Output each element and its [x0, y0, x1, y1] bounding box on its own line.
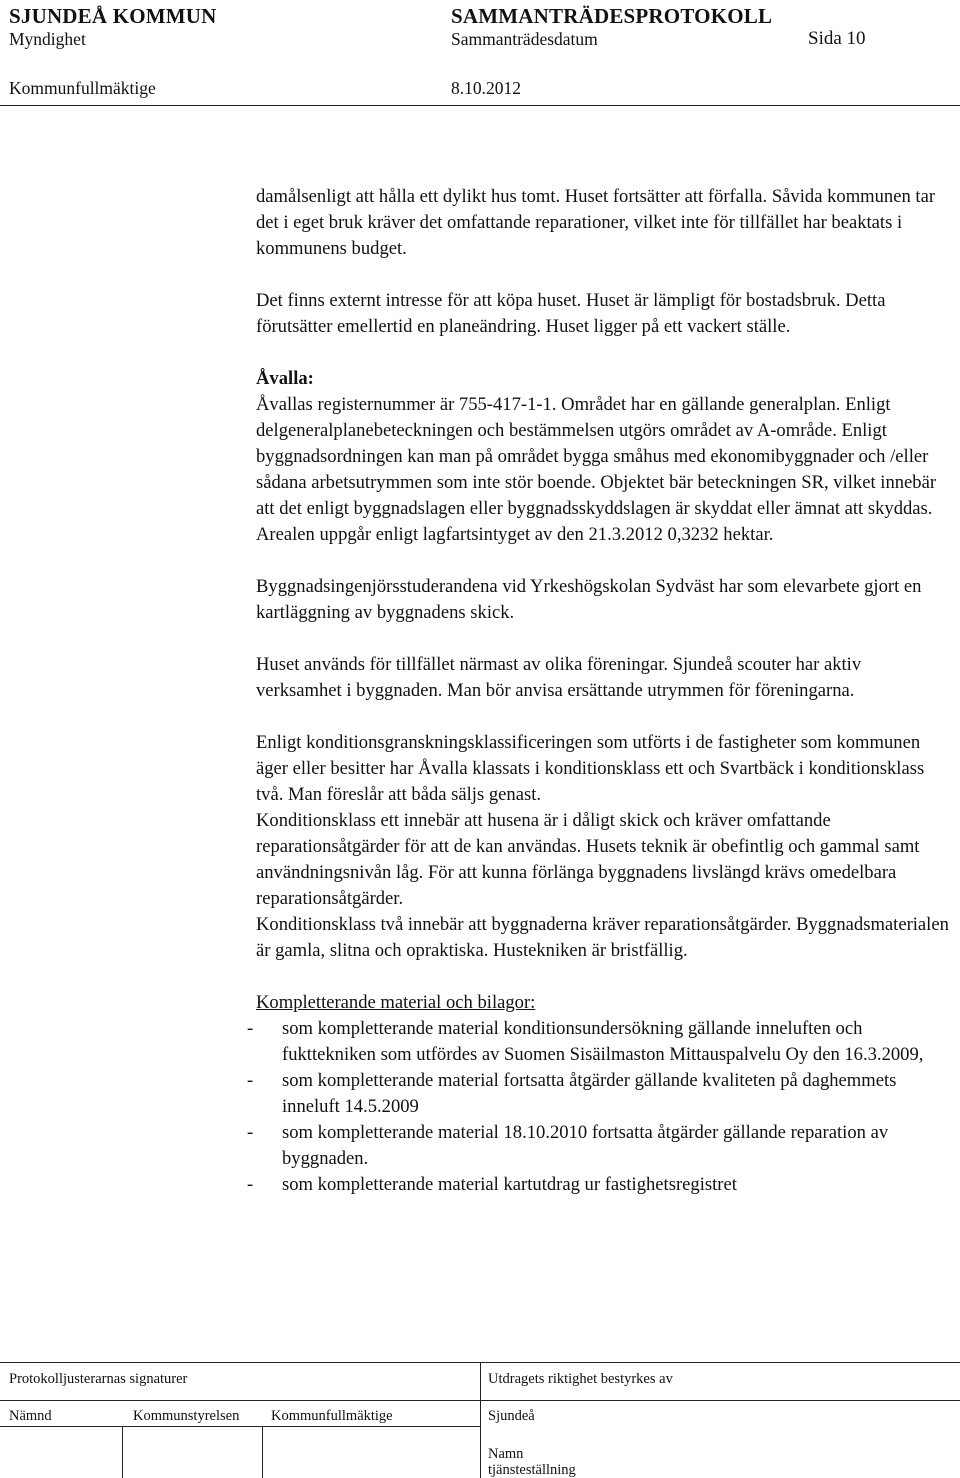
header-divider [0, 105, 960, 106]
org-name: SJUNDEÅ KOMMUN [9, 4, 217, 28]
paragraph-5: Huset används för tillfället närmast av olika föreningar. Sjundeå scouter har aktiv verksamhet i byggnaden. Man bör anvisa ersättande utrymmen för föreningarna. [256, 654, 862, 701]
list-item [247, 1120, 950, 1172]
paragraph-8: Konditionsklass två innebär att byggnaderna kräver reparationsåtgärder. Byggnadsmaterialen är gamla, slitna och opraktiska. Hustekniken är bristfällig. [256, 914, 949, 961]
footer-vline-1 [122, 1426, 123, 1478]
paragraph-7: Konditionsklass ett innebär att husena är i dåligt skick och kräver omfattande reparationsåtgärder för att de kan användas. Husets teknik är obefintlig och gammal samt användningsnivån låg. För att kunna förlänga byggnadens livslängd krävs omedelbara reparationsåtgärder. [256, 810, 920, 909]
meeting-date: 8.10.2012 [451, 78, 521, 98]
list-item [247, 1016, 950, 1068]
footer-signature-line [0, 1426, 480, 1427]
title-label: tjänsteställning [488, 1462, 576, 1478]
attachment-text: som kompletterande material fortsatta åtgärder gällande kvaliteten på daghemmets inneluft 14.5.2009 [282, 1070, 897, 1117]
date-label: Sammanträdesdatum [451, 29, 598, 49]
paragraph-2: Det finns externt intresse för att köpa huset. Huset är lämpligt för bostadsbruk. Detta förutsätter emellertid en planeändring. Huset ligger på ett vackert ställe. [256, 290, 886, 337]
footer-vline-3 [480, 1362, 481, 1478]
paragraph-4: Byggnadsingenjörsstuderandena vid Yrkeshögskolan Sydväst har som elevarbete gjort en kartläggning av byggnadens skick. [256, 576, 922, 623]
footer-col-namnd: Nämnd [9, 1408, 52, 1424]
signature-footer [0, 1362, 960, 1478]
attachment-text: som kompletterande material kartutdrag ur fastighetsregistret [282, 1174, 737, 1195]
footer-col-sjundea: Sjundeå [488, 1408, 535, 1424]
attachment-text: som kompletterande material 18.10.2010 fortsatta åtgärder gällande reparation av byggnaden. [282, 1122, 889, 1169]
list-dash: - [247, 1070, 254, 1091]
verification-label: Utdragets riktighet bestyrkes av [488, 1371, 673, 1387]
authority-name: Kommunfullmäktige [9, 78, 156, 98]
attachments-heading: Kompletterande material och bilagor: [256, 992, 536, 1013]
footer-col-kommunfullmaktige: Kommunfullmäktige [271, 1408, 393, 1424]
footer-col-kommunstyrelsen: Kommunstyrelsen [133, 1408, 240, 1424]
list-dash: - [247, 1174, 254, 1195]
paragraph-6: Enligt konditionsgranskningsklassificeringen som utförts i de fastigheter som kommunen äger eller besitter har Åvalla klassats i konditionsklass ett och Svartbäck i konditionsklass två. Man föreslår att båda säljs genast. [256, 732, 925, 805]
list-item [247, 1068, 950, 1120]
avalla-heading: Åvalla: [256, 368, 314, 389]
document-body [247, 184, 950, 1198]
list-dash: - [247, 1018, 254, 1039]
footer-vline-2 [262, 1426, 263, 1478]
paragraph-1: damålsenligt att hålla ett dylikt hus tomt. Huset fortsätter att förfalla. Såvida kommunen tar det i eget bruk kräver det omfattande reparationer, vilket inte för tillfället har beaktats i kommunens budget. [256, 186, 936, 259]
document-type: SAMMANTRÄDESPROTOKOLL [451, 4, 773, 28]
authority-label: Myndighet [9, 29, 86, 49]
attachment-text: som kompletterande material konditionsundersökning gällande inneluften och fukttekniken som utfördes av Suomen Sisäilmaston Mittauspalvelu Oy den 16.3.2009, [282, 1018, 924, 1065]
list-item [247, 1172, 950, 1198]
signatures-label: Protokolljusterarnas signaturer [9, 1371, 188, 1387]
list-dash: - [247, 1122, 254, 1143]
name-label: Namn [488, 1446, 524, 1462]
page-number: Sida 10 [808, 28, 866, 49]
attachments-list [247, 1016, 950, 1198]
paragraph-3: Åvallas registernummer är 755-417-1-1. Området har en gällande generalplan. Enligt delgeneralplanebeteckningen och bestämmelsen utgörs området av A-område. Enligt byggnadsordningen kan man på området bygga småhus med ekonomibyggnader och /eller sådana arbetsutrymmen som inte stör boende. Objektet bär beteckningen SR, vilket innebär att det enligt byggnadslagen eller byggnadsskyddslagen är skyddat eller ämnat att skyddas. Arealen uppgår enligt lagfartsintyget av den 21.3.2012 0,3232 hektar. [256, 394, 937, 545]
